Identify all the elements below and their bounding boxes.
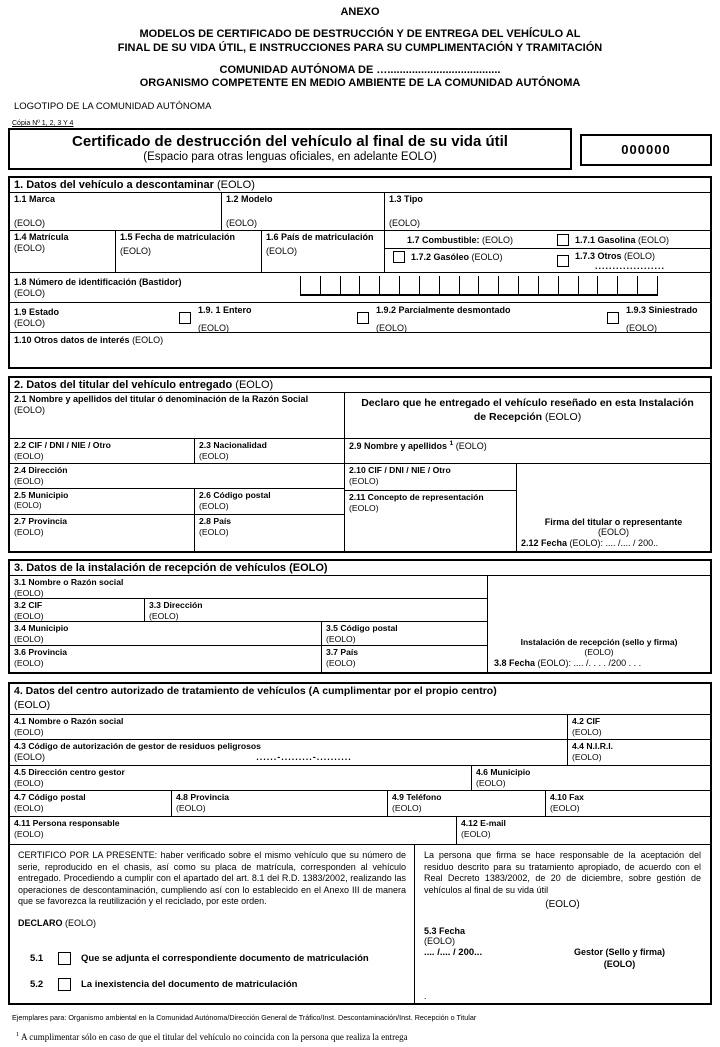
doc-subtitle-line1: MODELOS DE CERTIFICADO DE DESTRUCCIÓN Y DE ENTREGA DEL VEHÍCULO AL	[139, 28, 581, 40]
section-1-vehicle-data: 1. Datos del vehículo a descontaminar (EOLO) 1.1 Marca (EOLO) 1.2 Modelo (EOLO) 1.3 Tipo (EOLO) 1.4 Matrícula (EOLO) 1.5 Fecha de matriculación (EOLO) 1.6 País de matriculación (EOLO) 1.7 Combustible: (EOLO) 1.7.1 Gasolina (EOLO) 1.7.2 Gasóleo (EOLO) 1.7.3 Otros (EOLO) .................... 1.8 Número de identificación (Bastidor) (EOLO) 1.9 Estado (EOLO) 1.9. 1 Entero (EOLO) 1.9.2 Parcialmente desmontado (EOLO) 1.9.3 Siniestrado (EOLO) 1.10 Otros datos de interés (EOLO)	[8, 176, 712, 369]
fecha-titular: 2.12 Fecha (EOLO): .... /.... / 200..	[521, 538, 659, 548]
codigo-dots: ......-.........-..........	[256, 752, 352, 763]
field-combustible	[385, 231, 710, 273]
row-5-1: 5.1 Que se adjunta el correspondiente documento de matriculación	[30, 953, 369, 965]
field-concepto-representacion[interactable]: 2.11 Concepto de representación (EOLO)	[349, 492, 484, 513]
gasolina-label: 1.7.1 Gasolina (EOLO)	[575, 234, 670, 245]
certificate-title-box	[8, 128, 572, 170]
field-nacionalidad[interactable]: 2.3 Nacionalidad (EOLO)	[195, 439, 344, 464]
stray-period: .	[424, 991, 427, 1002]
anexo-heading: ANEXO	[340, 6, 380, 18]
fecha-recepcion: 3.8 Fecha (EOLO): .... /. . . . /200 . . .	[494, 658, 642, 668]
field-municipio-titular[interactable]: 2.5 Municipio (EOLO)	[10, 489, 195, 515]
declaro-entrega-statement: Declaro que he entregado el vehículo reseñado en esta Instalación de Recepción (EOLO)	[345, 393, 710, 439]
field-razon-social-centro[interactable]: 4.1 Nombre o Razón social (EOLO)	[10, 715, 568, 740]
ejemplares-footer: Ejemplares para: Organismo ambiental en la Comunidad Autónoma/Dirección General de Tráfico/Inst. Descontaminación/Inst. Recepción o Titular	[12, 1013, 477, 1023]
combustible-label: 1.7 Combustible: (EOLO)	[407, 234, 514, 245]
organismo-line: ORGANISMO COMPETENTE EN MEDIO AMBIENTE DE LA COMUNIDAD AUTÓNOMA	[139, 77, 581, 90]
field-persona-responsable[interactable]: 4.11 Persona responsable (EOLO)	[10, 817, 457, 845]
certificate-title: Certificado de destrucción del vehículo al final de su vida útil	[72, 133, 508, 150]
section-2-title: 2. Datos del titular del vehículo entregado	[14, 379, 233, 391]
field-direccion-titular[interactable]: 2.4 Dirección (EOLO)	[10, 464, 344, 489]
footnote: $^1$ A cumplimentar sólo en caso de que el titular del vehículo no coincida con la persona que realiza la entrega	[16, 1031, 408, 1043]
documento-inexistente-label: La inexistencia del documento de matriculación	[81, 979, 298, 991]
vin-comb-field[interactable]	[300, 276, 658, 296]
responsable-text: La persona que firma se hace responsable de la aceptación del residuo descrito para su tratamiento apropiado, de acuerdo con el Real Decreto 1383/2002, de 20 de diciembre, sobre gestión de vehículos al final de su vida útil	[424, 850, 701, 895]
field-niri[interactable]: 4.4 N.I.R.I. (EOLO)	[568, 740, 710, 766]
footnote-ref: 1	[449, 440, 454, 447]
title-row	[8, 128, 712, 170]
logotipo-placeholder: LOGOTIPO DE LA COMUNIDAD AUTÓNOMA	[14, 101, 212, 112]
certifico-text: CERTIFICO POR LA PRESENTE: haber verificado sobre el mismo vehículo que su número de serie, reproducido en el chasis, así como su placa de matrícula, corresponden al vehículo entregado. Procediendo a cumplir con el apartado del art. 8.1 del R.D. 1383/2002, realizando las operaciones de descontaminación, cumpliendo así con lo establecido en el Anexo III de manera que se favorezca la reutilización y el reciclado, por este orden.	[18, 850, 406, 907]
section-4-title: 4. Datos del centro autorizado de tratamiento de vehículos (A cumplimentar por el propio centro)	[14, 685, 497, 697]
checkbox-documento-inexistente[interactable]	[58, 978, 71, 991]
documento-adjunto-label: Que se adjunta el correspondiente documento de matriculación	[81, 953, 369, 965]
field-bastidor: 1.8 Número de identificación (Bastidor) (EOLO)	[10, 273, 710, 303]
fecha-gestor-block: 5.3 Fecha (EOLO) .... /.... / 200... Gestor (Sello y firma) (EOLO)	[424, 926, 666, 970]
firma-titular-area: Firma del titular o representante (EOLO) 2.12 Fecha (EOLO): .... /.... / 200..	[517, 464, 710, 551]
field-codigo-autorizacion[interactable]: 4.3 Código de autorización de gestor de residuos peligrosos (EOLO) ......-.........-..........	[10, 740, 568, 766]
field-otros-datos[interactable]: 1.10 Otros datos de interés (EOLO)	[14, 335, 164, 345]
checkbox-siniestrado[interactable]	[607, 312, 619, 324]
field-provincia-centro[interactable]: 4.8 Provincia (EOLO)	[172, 791, 388, 817]
certificate-title-sub: (Espacio para otras lenguas oficiales, en adelante EOLO)	[143, 151, 437, 163]
field-fecha-matriculacion[interactable]: 1.5 Fecha de matriculación (EOLO)	[116, 231, 262, 273]
copy-number-note: Cópia Nº 1, 2, 3 Y 4	[12, 120, 74, 127]
section-4-centro-tratamiento: 4. Datos del centro autorizado de tratamiento de vehículos (A cumplimentar por el propio centro) (EOLO) 4.1 Nombre o Razón social (EOLO) 4.2 CIF (EOLO) 4.3 Código de autorización de gestor de residuos peligrosos (EOLO) ......-.........-.......... 4.4 N.I.R.I. (EOLO) 4.5 Dirección centro gestor (EOLO) 4.6 Municipio (EOLO) 4.7 Código postal (EOLO) 4.8 Provincia (EOLO) 4.9 Teléfono (EOLO) 4.10 Fax (EOLO) 4.11 Persona responsable (EOLO) 4.12 E-mail (EOLO) CERTIFICO POR LA PRESENTE: haber verificado sobre el mismo vehículo que su número de serie, reproducido en el chasis, así como su placa de matrícula, corresponden al vehículo entregado. Procediendo a cumplir con el apartado del art. 8.1 del R.D. 1383/2002, realizando las operaciones de descontaminación, cumpliendo así con lo establecido en el Anexo III de manera que se favorezca la reutilización y el reciclado, por este orden. DECLARO (EOLO) 5.1 Que se adjunta el correspondiente documento de matriculación 5.2 La inexistencia del documento de matriculación La persona que firma se hace responsable de la aceptación del residuo descrito para su tratamiento apropiado, de acuerdo con el Real Decreto 1383/2002, de 20 de diciembre, sobre gestión de vehículos al final de su vida útil (EOLO) 5.3 Fecha (EOLO) .... /.... / 200... Gestor (Sello y firma) (EOLO) .	[8, 682, 712, 1005]
sello-recepcion-area: Instalación de recepción (sello y firma) (EOLO) 3.8 Fecha (EOLO): .... /. . . . /200 . . .	[488, 576, 710, 672]
checkbox-entero[interactable]	[179, 312, 191, 324]
field-nombre-titular[interactable]: 2.1 Nombre y apellidos del titular ó denominación de la Razón Social (EOLO)	[10, 393, 344, 439]
field-marca[interactable]: 1.1 Marca (EOLO)	[10, 193, 222, 231]
field-cif-entrega[interactable]: 2.10 CIF / DNI / NIE / Otro (EOLO)	[345, 464, 516, 491]
declaro-label: DECLARO (EOLO)	[18, 917, 97, 928]
comunidad-line: COMUNIDAD AUTÓNOMA DE ….....................................	[219, 63, 501, 76]
row-5-2: 5.2 La inexistencia del documento de matriculación	[30, 979, 298, 991]
field-direccion-recepcion[interactable]: 3.3 Dirección (EOLO)	[145, 599, 487, 622]
field-cif-titular[interactable]: 2.2 CIF / DNI / NIE / Otro (EOLO)	[10, 439, 195, 464]
field-cif-recepcion[interactable]: 3.2 CIF (EOLO)	[10, 599, 145, 622]
otros-dots: ....................	[595, 261, 666, 271]
field-pais-titular[interactable]: 2.8 País (EOLO)	[199, 516, 232, 537]
responsable-block: La persona que firma se hace responsable de la aceptación del residuo descrito para su tratamiento apropiado, de acuerdo con el Real Decreto 1383/2002, de 20 de diciembre, sobre gestión de vehículos al final de su vida útil (EOLO) 5.3 Fecha (EOLO) .... /.... / 200... Gestor (Sello y firma) (EOLO) .	[424, 850, 701, 1002]
field-pais-matriculacion[interactable]: 1.6 País de matriculación (EOLO)	[262, 231, 385, 273]
otros-label: 1.7.3 Otros (EOLO)	[575, 251, 656, 261]
section-1-title: 1. Datos del vehículo a descontaminar	[14, 179, 214, 191]
page-header	[0, 6, 720, 112]
section-2-titular-data: 2. Datos del titular del vehículo entregado (EOLO) 2.1 Nombre y apellidos del titular ó denominación de la Razón Social (EOLO) 2.2 CIF / DNI / NIE / Otro (EOLO) 2.3 Nacionalidad (EOLO) 2.4 Dirección (EOLO) 2.5 Municipio (EOLO) 2.6 Código postal (EOLO) 2.7 Provincia (EOLO) 2.8 País (EOLO) Declaro que he entregado el vehículo reseñado en esta Instalación de Recepción (EOLO) 2.9 Nombre y apellidos $^1$ (EOLO) 2.10 CIF / DNI / NIE / Otro (EOLO) 2.11 Concepto de representación (EOLO) Firma del titular o representante (EOLO) 2.12 Fecha (EOLO): .... /.... / 200..	[8, 376, 712, 553]
checkbox-gasolina[interactable]	[557, 234, 569, 246]
fecha-gestor-dots: .... /.... / 200...	[424, 947, 483, 959]
gasoleo-label: 1.7.2 Gasóleo (EOLO)	[411, 252, 503, 262]
field-codigo-postal-centro[interactable]: 4.7 Código postal (EOLO)	[10, 791, 172, 817]
certifico-block	[10, 845, 415, 1003]
field-provincia-recepcion[interactable]: 3.6 Provincia (EOLO)	[10, 646, 322, 672]
field-tipo[interactable]: 1.3 Tipo (EOLO)	[385, 193, 710, 231]
field-municipio-centro[interactable]: 4.6 Municipio (EOLO)	[472, 766, 710, 791]
field-codigo-postal-recepcion[interactable]: 3.5 Código postal (EOLO)	[322, 622, 487, 646]
field-municipio-recepcion[interactable]: 3.4 Municipio (EOLO)	[10, 622, 322, 646]
field-codigo-postal-titular[interactable]: 2.6 Código postal (EOLO)	[195, 489, 344, 515]
field-telefono-centro[interactable]: 4.9 Teléfono (EOLO)	[388, 791, 546, 817]
section-3-instalacion-recepcion	[8, 559, 712, 674]
checkbox-otros[interactable]	[557, 255, 569, 267]
field-provincia-titular[interactable]: 2.7 Provincia (EOLO)	[10, 515, 195, 551]
field-email-centro[interactable]: 4.12 E-mail (EOLO)	[457, 817, 710, 845]
field-direccion-centro[interactable]: 4.5 Dirección centro gestor (EOLO)	[10, 766, 472, 791]
field-matricula[interactable]: 1.4 Matrícula (EOLO)	[10, 231, 116, 273]
gestor-sello-firma: Gestor (Sello y firma) (EOLO)	[574, 947, 666, 970]
field-fax-centro[interactable]: 4.10 Fax (EOLO)	[546, 791, 710, 817]
field-pais-recepcion[interactable]: 3.7 País (EOLO)	[326, 647, 359, 668]
field-estado: 1.9 Estado (EOLO) 1.9. 1 Entero (EOLO) 1.9.2 Parcialmente desmontado (EOLO) 1.9.3 Siniestrado (EOLO)	[10, 303, 710, 333]
certificate-number: 000000	[580, 134, 712, 166]
checkbox-parcialmente-desmontado[interactable]	[357, 312, 369, 324]
section-3-title: 3. Datos de la instalación de recepción de vehículos (EOLO)	[10, 561, 710, 576]
field-nombre-entrega[interactable]: 2.9 Nombre y apellidos $^1$ (EOLO)	[345, 439, 710, 464]
doc-subtitle-line2: FINAL DE SU VIDA ÚTIL, E INSTRUCCIONES PARA SU CUMPLIMENTACIÓN Y TRAMITACIÓN	[117, 41, 603, 54]
checkbox-documento-adjunto[interactable]	[58, 952, 71, 965]
field-modelo[interactable]: 1.2 Modelo (EOLO)	[222, 193, 385, 231]
checkbox-gasoleo[interactable]	[393, 251, 405, 263]
field-cif-centro[interactable]: 4.2 CIF (EOLO)	[568, 715, 710, 740]
field-razon-social-recepcion[interactable]: 3.1 Nombre o Razón social (EOLO)	[10, 576, 487, 599]
